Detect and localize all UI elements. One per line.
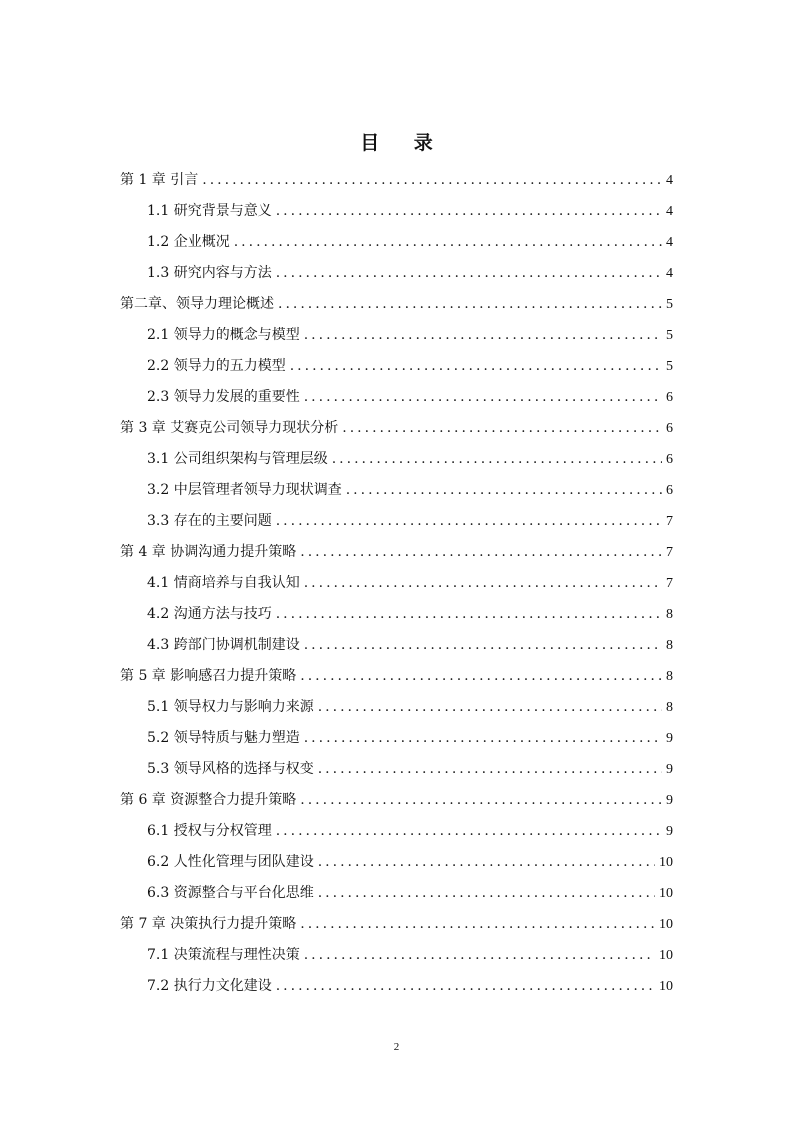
toc-entry-label: 第 6 章 资源整合力提升策略 (120, 792, 297, 808)
toc-entry-label: 3.1 公司组织架构与管理层级 (147, 451, 328, 467)
toc-entry-label: 第 7 章 决策执行力提升策略 (120, 916, 297, 932)
toc-entry-label: 第 4 章 协调沟通力提升策略 (120, 544, 297, 560)
toc-dot-leader (276, 258, 662, 289)
toc-section-entry[interactable] (120, 351, 673, 382)
toc-entry-label: 4.1 情商培养与自我认知 (147, 575, 300, 591)
toc-entry-page: 9 (666, 824, 673, 839)
toc-dot-leader (304, 940, 655, 971)
toc-entry-page: 6 (666, 483, 673, 498)
toc-entry-page: 8 (666, 700, 673, 715)
toc-entry-label: 1.2 企业概况 (147, 234, 230, 250)
toc-entry-page: 4 (666, 173, 673, 188)
toc-section-entry[interactable] (120, 258, 673, 289)
toc-entry-page: 10 (659, 886, 673, 901)
toc-entry-page: 5 (666, 328, 673, 343)
toc-entry-page: 6 (666, 390, 673, 405)
toc-chapter-entry[interactable] (120, 289, 673, 320)
toc-entry-label: 6.1 授权与分权管理 (147, 823, 272, 839)
toc-dot-leader (300, 785, 662, 816)
toc-dot-leader (300, 537, 662, 568)
toc-dot-leader (332, 444, 662, 475)
toc-entry-page: 7 (666, 576, 673, 591)
toc-entry-label: 6.3 资源整合与平台化思维 (147, 885, 314, 901)
toc-entry-page: 7 (666, 514, 673, 529)
toc-entry-label: 第 3 章 艾赛克公司领导力现状分析 (120, 420, 339, 436)
toc-entry-page: 10 (659, 979, 673, 994)
toc-section-entry[interactable] (120, 630, 673, 661)
toc-dot-leader (276, 599, 662, 630)
toc-entry-label: 2.1 领导力的概念与模型 (147, 327, 300, 343)
toc-dot-leader (304, 568, 662, 599)
toc-entry-label: 7.2 执行力文化建设 (147, 978, 272, 994)
toc-entry-page: 10 (659, 855, 673, 870)
toc-entry-label: 5.2 领导特质与魅力塑造 (147, 730, 300, 746)
toc-entry-page: 10 (659, 948, 673, 963)
toc-section-entry[interactable] (120, 754, 673, 785)
table-of-contents (120, 165, 673, 1002)
toc-entry-page: 9 (666, 793, 673, 808)
toc-dot-leader (278, 289, 662, 320)
toc-section-entry[interactable] (120, 878, 673, 909)
toc-entry-label: 2.2 领导力的五力模型 (147, 358, 286, 374)
toc-entry-label: 5.1 领导权力与影响力来源 (147, 699, 314, 715)
toc-dot-leader (304, 723, 662, 754)
toc-section-entry[interactable] (120, 382, 673, 413)
toc-entry-label: 第 1 章 引言 (120, 172, 199, 188)
toc-entry-label: 3.2 中层管理者领导力现状调查 (147, 482, 342, 498)
toc-entry-label: 3.3 存在的主要问题 (147, 513, 272, 529)
toc-entry-page: 8 (666, 638, 673, 653)
toc-section-entry[interactable] (120, 723, 673, 754)
toc-entry-page: 9 (666, 731, 673, 746)
toc-section-entry[interactable] (120, 568, 673, 599)
toc-entry-page: 4 (666, 235, 673, 250)
toc-dot-leader (300, 661, 662, 692)
toc-entry-label: 第 5 章 影响感召力提升策略 (120, 668, 297, 684)
toc-entry-page: 6 (666, 452, 673, 467)
toc-dot-leader (276, 971, 655, 1002)
toc-section-entry[interactable] (120, 444, 673, 475)
toc-section-entry[interactable] (120, 475, 673, 506)
toc-dot-leader (318, 754, 662, 785)
toc-dot-leader (304, 382, 662, 413)
toc-dot-leader (276, 506, 662, 537)
toc-entry-label: 4.2 沟通方法与技巧 (147, 606, 272, 622)
toc-dot-leader (342, 413, 662, 444)
toc-entry-label: 第二章、领导力理论概述 (120, 296, 274, 312)
toc-section-entry[interactable] (120, 971, 673, 1002)
toc-section-entry[interactable] (120, 692, 673, 723)
toc-chapter-entry[interactable] (120, 785, 673, 816)
toc-section-entry[interactable] (120, 196, 673, 227)
toc-entry-page: 8 (666, 669, 673, 684)
toc-dot-leader (304, 630, 662, 661)
toc-entry-page: 5 (666, 297, 673, 312)
toc-dot-leader (304, 320, 662, 351)
toc-entry-label: 7.1 决策流程与理性决策 (147, 947, 300, 963)
toc-chapter-entry[interactable] (120, 537, 673, 568)
toc-entry-page: 9 (666, 762, 673, 777)
toc-entry-label: 2.3 领导力发展的重要性 (147, 389, 300, 405)
toc-entry-label: 6.2 人性化管理与团队建设 (147, 854, 314, 870)
toc-section-entry[interactable] (120, 599, 673, 630)
toc-section-entry[interactable] (120, 320, 673, 351)
toc-entry-page: 7 (666, 545, 673, 560)
toc-entry-label: 1.3 研究内容与方法 (147, 265, 272, 281)
page-number: 2 (393, 1041, 400, 1053)
toc-title: 目 录 (360, 132, 447, 154)
toc-chapter-entry[interactable] (120, 413, 673, 444)
toc-chapter-entry[interactable] (120, 909, 673, 940)
toc-chapter-entry[interactable] (120, 661, 673, 692)
toc-entry-page: 10 (659, 917, 673, 932)
toc-entry-label: 1.1 研究背景与意义 (147, 203, 272, 219)
toc-dot-leader (300, 909, 655, 940)
toc-entry-page: 4 (666, 204, 673, 219)
toc-entry-page: 5 (666, 359, 673, 374)
toc-dot-leader (290, 351, 662, 382)
toc-dot-leader (318, 878, 655, 909)
toc-section-entry[interactable] (120, 847, 673, 878)
toc-section-entry[interactable] (120, 816, 673, 847)
toc-section-entry[interactable] (120, 940, 673, 971)
toc-entry-page: 6 (666, 421, 673, 436)
toc-dot-leader (202, 165, 662, 196)
toc-section-entry[interactable] (120, 227, 673, 258)
toc-entry-label: 4.3 跨部门协调机制建设 (147, 637, 300, 653)
toc-entry-page: 4 (666, 266, 673, 281)
toc-dot-leader (276, 816, 662, 847)
toc-entry-label: 5.3 领导风格的选择与权变 (147, 761, 314, 777)
toc-dot-leader (318, 847, 655, 878)
toc-dot-leader (234, 227, 662, 258)
toc-section-entry[interactable] (120, 506, 673, 537)
toc-chapter-entry[interactable] (120, 165, 673, 196)
toc-dot-leader (318, 692, 662, 723)
toc-entry-page: 8 (666, 607, 673, 622)
toc-dot-leader (276, 196, 662, 227)
toc-dot-leader (346, 475, 662, 506)
